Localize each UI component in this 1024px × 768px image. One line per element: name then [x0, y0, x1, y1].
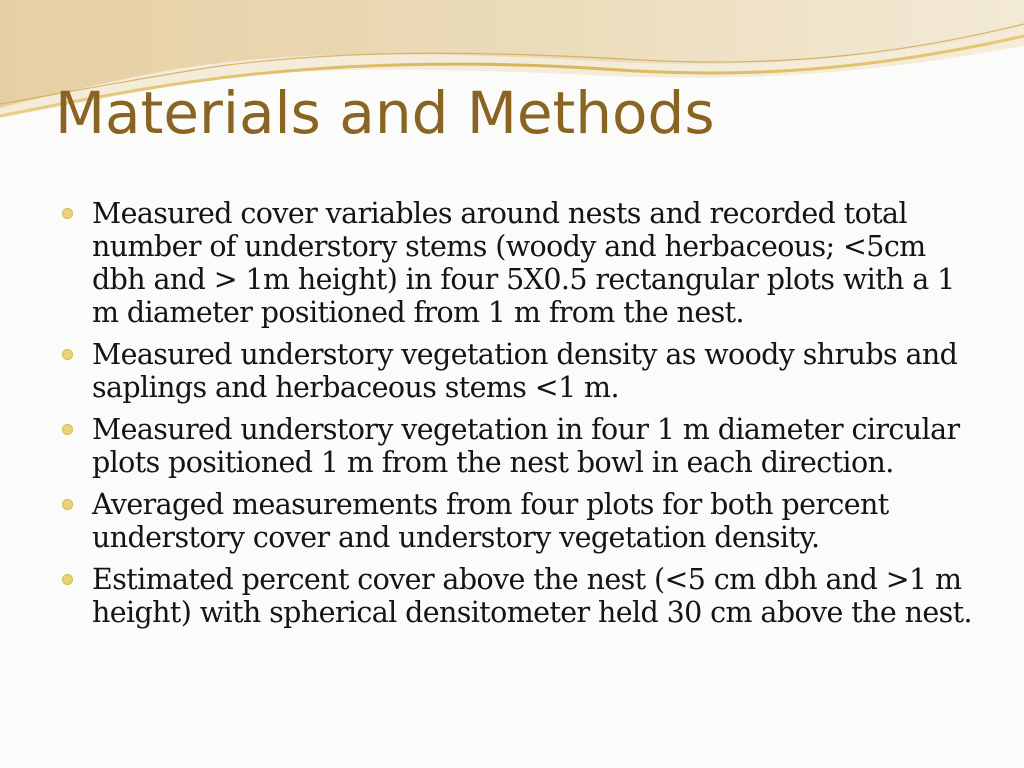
bullet-item — [60, 488, 985, 554]
bullet-text: Estimated percent cover above the nest (<5 cm dbh and >1 m height) with spherical densitometer held 30 cm above the nest. — [92, 563, 972, 629]
bullet-text: Measured cover variables around nests and recorded total number of understory stems (woody and herbaceous; <5cm dbh and > 1m height) in four 5X0.5 rectangular plots with a 1 m diameter positioned from 1 m from the nest. — [92, 197, 955, 329]
bullet-item — [60, 338, 985, 404]
bullet-text: Measured understory vegetation in four 1 m diameter circular plots positioned 1 m from the nest bowl in each direction. — [92, 413, 960, 479]
bullet-dot-icon — [62, 499, 73, 510]
bullet-item — [60, 197, 985, 329]
bullet-item — [60, 563, 985, 629]
slide-title: Materials and Methods — [55, 79, 715, 147]
bullet-item — [60, 413, 985, 479]
bullet-text: Averaged measurements from four plots for both percent understory cover and understory vegetation density. — [92, 488, 889, 554]
bullet-text: Measured understory vegetation density as woody shrubs and saplings and herbaceous stems <1 m. — [92, 338, 958, 404]
bullet-list — [60, 197, 985, 629]
bullet-dot-icon — [62, 574, 73, 585]
bullet-dot-icon — [62, 349, 73, 360]
bullet-dot-icon — [62, 208, 73, 219]
bullet-dot-icon — [62, 424, 73, 435]
slide-content — [60, 197, 985, 638]
